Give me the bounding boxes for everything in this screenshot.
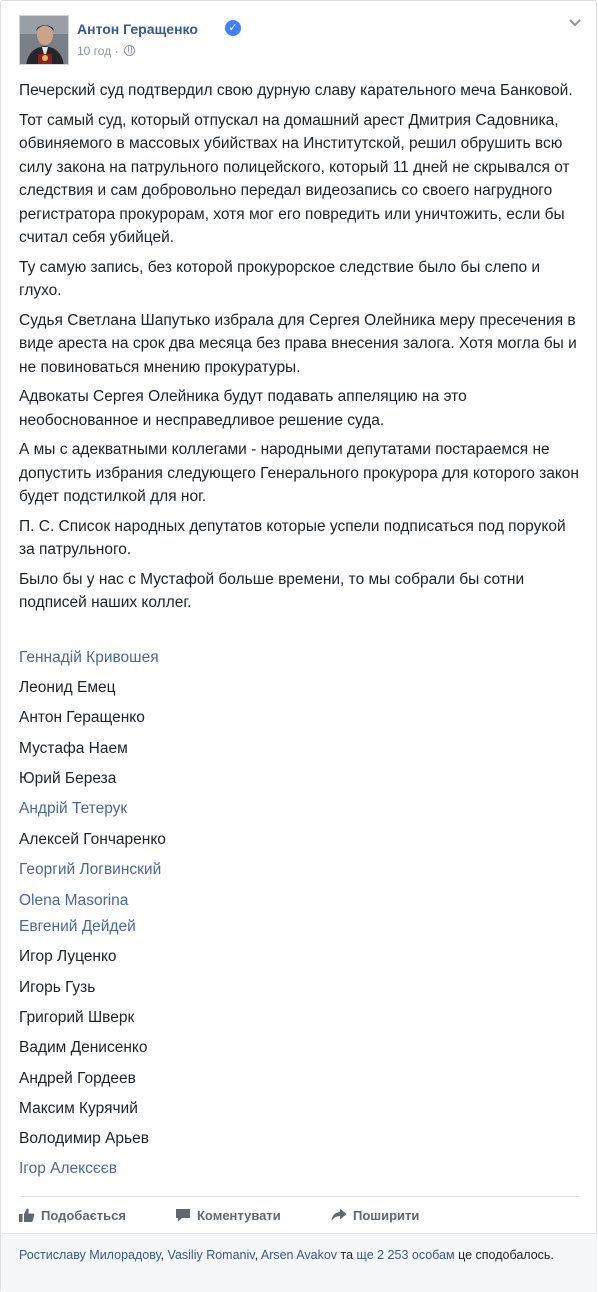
name-text: Андрей Гордеев xyxy=(19,1070,136,1087)
name-text: Юрий Береза xyxy=(19,770,117,787)
action-bar xyxy=(19,1199,581,1233)
post-paragraph: Судья Светлана Шапутько избрала для Сергея Олейника меру пресечения в виде ареста на срок два месяца без права внесения залога. Хотя могла бы и не повиноваться мнению прокуратуры. xyxy=(19,311,577,376)
post-paragraph: Адвокаты Сергея Олейника будут подавать аппеляцию на это необоснованное и несправедливое решение суда. xyxy=(19,388,467,429)
post-paragraph: Было бы у нас с Мустафой больше времени, то мы собрали бы сотни подписей наших коллег. xyxy=(19,570,525,611)
post-meta xyxy=(77,44,135,58)
like-label: Подобається xyxy=(41,1208,126,1223)
name-text: Мустафа Наем xyxy=(19,740,128,757)
liker-link[interactable]: Arsen Avakov xyxy=(260,1248,338,1262)
name-text: Леонид Емец xyxy=(19,679,116,696)
post-paragraph: Печерский суд подтвердил свою дурную славу карательного меча Банковой. xyxy=(19,82,573,99)
name-link[interactable]: Геннадій Кривошея xyxy=(19,649,159,666)
name-link[interactable]: Андрій Тетерук xyxy=(19,800,128,817)
post-paragraph: П. С. Список народных депутатов которые успели подписаться под порукой за патрульного. xyxy=(19,517,566,558)
name-text: Игор Луценко xyxy=(19,948,117,965)
likes-suffix: це сподобалось. xyxy=(454,1248,554,1262)
name-text: Алексей Гончаренко xyxy=(19,831,166,848)
post-timestamp[interactable]: 10 год xyxy=(77,44,112,58)
name-link[interactable]: Георгий Логвинский xyxy=(19,861,162,878)
thumbs-up-icon xyxy=(19,1201,35,1215)
like-button[interactable] xyxy=(19,1199,126,1233)
likes-separator: , xyxy=(254,1248,261,1262)
likes-sentence xyxy=(19,1245,579,1266)
verified-badge-icon: ✓ xyxy=(225,20,241,36)
likes-separator: , xyxy=(160,1248,168,1262)
avatar-photo xyxy=(20,16,69,65)
name-link[interactable]: Ігор Алексєєв xyxy=(19,1160,117,1177)
liker-link[interactable]: Vasiliy Romaniv xyxy=(167,1248,255,1262)
post-paragraph: Ту самую запись, без которой прокурорское следствие было бы слепо и глухо. xyxy=(19,258,541,299)
post-paragraph: А мы с адекватными коллегами - народными депутатами постараемся не допустить избрания следующего Генерального прокурора для которого закон будет подстилкой для ног. xyxy=(19,441,579,505)
post-paragraph: Тот самый суд, который отпускал на домашний арест Дмитрия Садовника, обвиняемого в массовых убийствах на Институтской, решил обрушить всю силу закона на патрульного полицейского, который 11 дней не скрывался от следствия и сам добровольно передал видеозапись со своего нагрудного регистратора прокурорам, хотя мог его повредить или уничтожить, если бы считал себя убийцей. xyxy=(19,111,570,246)
name-text: Володимир Арьев xyxy=(19,1130,149,1147)
comment-button[interactable] xyxy=(175,1199,281,1233)
name-text: Максим Курячий xyxy=(19,1100,138,1117)
actions-divider xyxy=(19,1196,581,1197)
liker-link[interactable]: Ростиславу Милорадову xyxy=(19,1248,161,1262)
likes-and: та xyxy=(337,1248,357,1262)
name-text: Григорий Шверк xyxy=(19,1009,135,1026)
comment-bubble-icon xyxy=(175,1201,191,1215)
others-link[interactable]: ще 2 253 особам xyxy=(356,1248,455,1262)
post-header xyxy=(19,15,579,65)
name-text: Игорь Гузь xyxy=(19,979,96,996)
comment-label: Коментувати xyxy=(197,1208,281,1223)
chevron-down-icon[interactable] xyxy=(567,15,583,31)
meta-separator: · xyxy=(114,44,119,58)
author-name[interactable]: Антон Геращенко xyxy=(77,21,198,37)
globe-icon[interactable] xyxy=(124,45,135,56)
likes-summary xyxy=(2,1233,597,1292)
share-button[interactable] xyxy=(331,1199,419,1233)
share-arrow-icon xyxy=(331,1201,347,1215)
name-link[interactable]: Olena Masorina xyxy=(19,892,129,909)
name-link[interactable]: Евгений Дейдей xyxy=(19,918,136,935)
name-text: Вадим Денисенко xyxy=(19,1039,148,1056)
name-text: Антон Геращенко xyxy=(19,709,145,726)
post-body xyxy=(19,79,579,621)
author-avatar[interactable] xyxy=(19,15,69,65)
share-label: Поширити xyxy=(353,1208,420,1223)
